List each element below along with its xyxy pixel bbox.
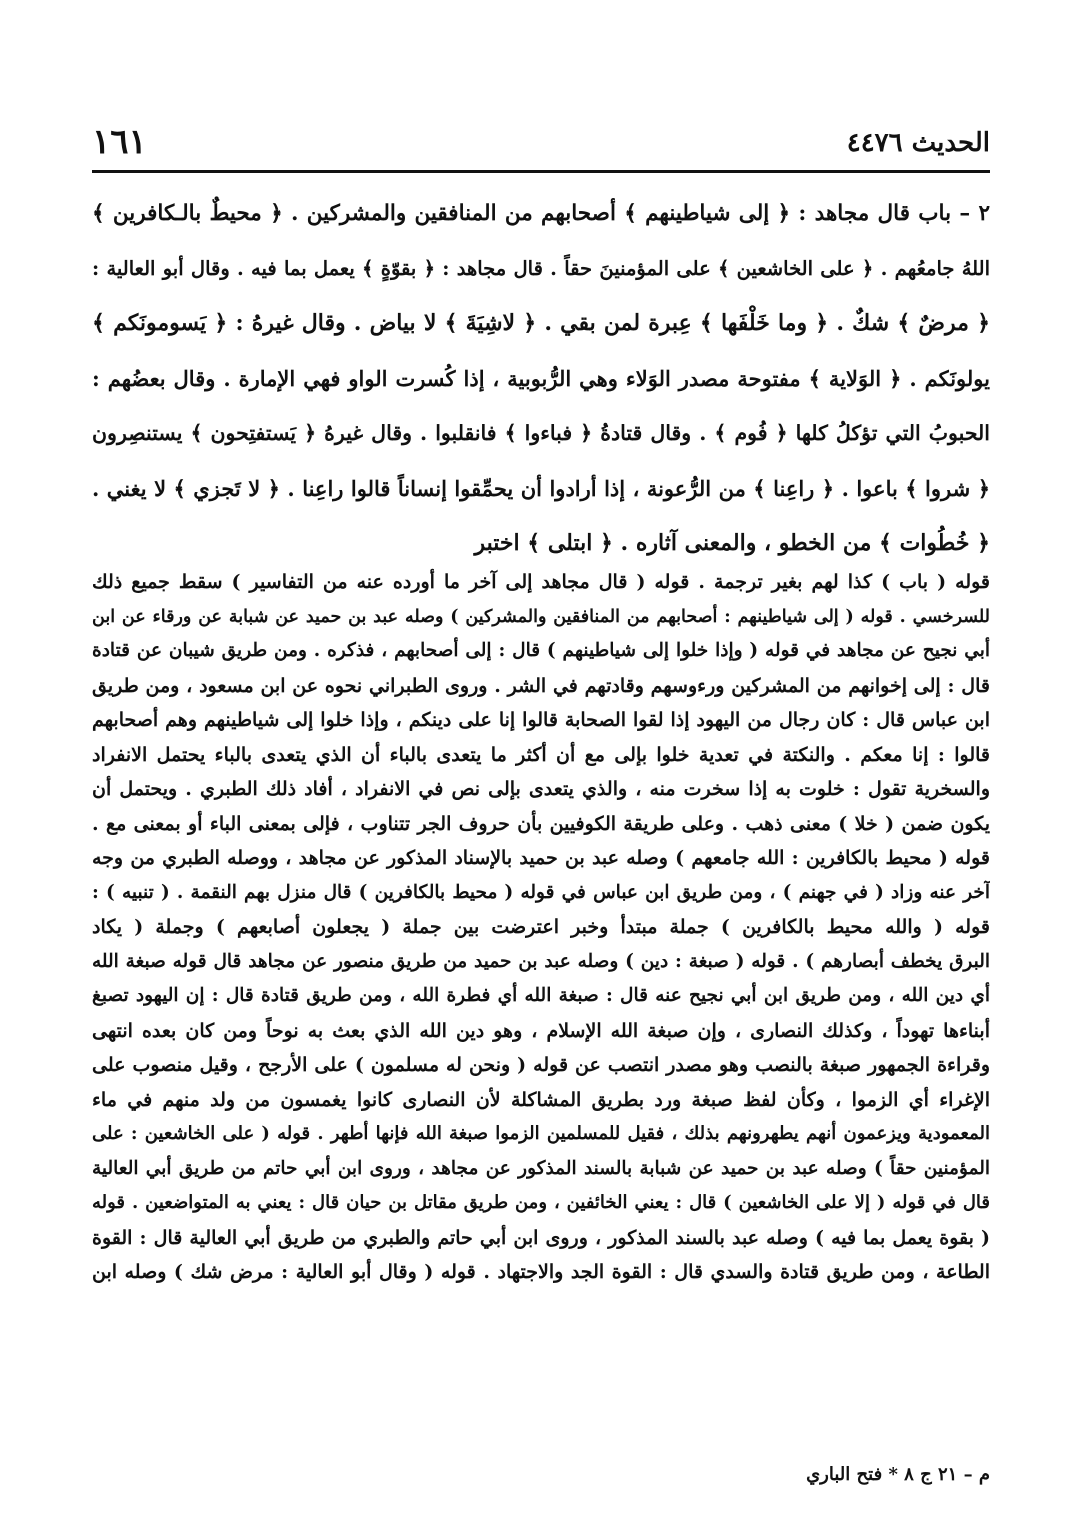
- sharh-line: قوله ( والله محيط بالكافرين ) جملة مبتدأ وخبر اعترضت بين جملة ( يجعلون أصابعهم ) وجملة ( يكاد: [92, 916, 990, 938]
- sharh-line: آخر عنه وزاد ( في جهنم ) ، ومن طريق ابن عباس في قوله ( محيط بالكافرين ) قال منزل بهم النقمة . ( تنبيه ) :: [92, 881, 990, 903]
- matn-line: ﴿ شروا ﴾ باعوا . ﴿ راعِنا ﴾ من الرُّعونة ، إذا أرادوا أن يحمِّقوا إنساناً قالوا راعِنا . ﴿ لا تَجزي ﴾ لا يغني .: [92, 476, 990, 501]
- printer-signature: م – ٢١ ج ٨ * فتح الباري: [806, 1464, 990, 1485]
- sharh-line: المعمودية ويزعمون أنهم يطهرونهم بذلك ، فقيل للمسلمين الزموا صبغة الله فإنها أطهر . قوله ( على الخاشعين : على: [92, 1123, 990, 1144]
- sharh-line: البرق يخطف أبصارهم ) . قوله ( صبغة : دين ) وصله عبد بن حميد من طريق منصور عن مجاهد قال قوله صبغة الله: [92, 950, 990, 972]
- running-head-hadith-number: الحديث ٤٤٧٦: [846, 128, 990, 158]
- sharh-line: ( بقوة يعمل بما فيه ) وصله عبد بالسند المذكور ، وروى ابن أبي حاتم والطبري من طريق أبي العالية قال : القوة: [92, 1226, 990, 1249]
- matn-line: الحبوبُ التي تؤكلُ كلها ﴿ فُوم ﴾ . وقال قتادةُ ﴿ فباءوا ﴾ فانقلبوا . وقال غيرهُ ﴿ يَستفتِحون ﴾ يستنصِرون: [92, 421, 990, 445]
- page-footer: [92, 1460, 990, 1500]
- sharh-line: قوله ( باب ) كذا لهم بغير ترجمة . قوله ( قال مجاهد إلى آخر ما أورده عنه من التفاسير ) سقط جميع ذلك: [92, 571, 990, 593]
- matn-section: [92, 186, 990, 571]
- matn-line: يولونَكم . ﴿ الوَلاية ﴾ مفتوحة مصدر الوَلاء وهي الرُّبوبية ، إذا كُسرت الواو فهي الإمارة . وقال بعضُهم :: [92, 366, 990, 391]
- sharh-line: يكون ضمن ( خلا ) معنى ذهب . وعلى طريقة الكوفيين بأن حروف الجر تتناوب ، فإلى بمعنى الباء أو بمعنى مع .: [92, 812, 990, 835]
- sharh-line: ابن عباس قال : كان رجال من اليهود إذا لقوا الصحابة قالوا إنا على دينكم ، وإذا خلوا إلى شياطينهم وهم أصحابهم: [92, 709, 990, 731]
- sharh-line: قال في قوله ( إلا على الخاشعين ) قال : يعني الخائفين ، ومن طريق مقاتل بن حيان قال : يعني به المتواضعين . قوله: [92, 1192, 990, 1213]
- matn-line: ﴿ خُطُوات ﴾ من الخطو ، والمعنى آثاره . ﴿ ابتلى ﴾ اختبر: [474, 530, 990, 556]
- sharh-line: للسرخسي . قوله ( إلى شياطينهم : أصحابهم من المنافقين والمشركين ) وصله عبد بن حميد عن شبابة عن ورقاء عن ابن: [92, 606, 990, 627]
- sharh-line: الطاعة ، ومن طريق قتادة والسدي قال : القوة الجد والاجتهاد . قوله ( وقال أبو العالية : مرض شك ) وصله ابن: [92, 1261, 990, 1283]
- matn-line: ﴿ مرضٌ ﴾ شكٌ . ﴿ وما خَلْفَها ﴾ عِبرة لمن بقي . ﴿ لاشِيَةَ ﴾ لا بياض . وقال غيرهُ : ﴿ يَسومونَكم ﴾: [92, 310, 990, 336]
- matn-line: اللهُ جامعُهم . ﴿ على الخاشعين ﴾ على المؤمنينَ حقاً . قال مجاهد : ﴿ بقوّةٍ ﴾ يعمل بما فيه . وقال أبو العالية :: [92, 257, 990, 280]
- sharh-line: المؤمنين حقاً ) وصله عبد بن حميد عن شبابة بالسند المذكور عن مجاهد ، وروى ابن أبي حاتم من طريق أبي العالية: [92, 1157, 990, 1179]
- matn-line: ٢ – باب قال مجاهد : ﴿ إلى شياطينهم ﴾ أصحابهم من المنافقين والمشركين . ﴿ محيطٌ بالـكافرين ﴾: [92, 201, 990, 226]
- sharh-line: قالوا : إنا معكم . والنكتة في تعدية خلوا بإلى مع أن أكثر ما يتعدى بالباء أن الذي يتعدى بالباء يحتمل الانفراد: [92, 743, 990, 766]
- sharh-line: أي دين الله ، ومن طريق ابن أبي نجيح عنه قال : صبغة الله أي فطرة الله ، ومن طريق قتادة قال : إن اليهود تصبغ: [92, 985, 990, 1006]
- sharh-line: وقراءة الجمهور صبغة بالنصب وهو مصدر انتصب عن قوله ( ونحن له مسلمون ) على الأرجح ، وقيل منصوب على: [92, 1054, 990, 1076]
- page-number: ١٦١: [92, 122, 147, 162]
- sharh-line: أبي نجيح عن مجاهد في قوله ( وإذا خلوا إلى شياطينهم ) قال : إلى أصحابهم ، فذكره . ومن طريق شيبان عن قتادة: [92, 640, 990, 661]
- sharh-line: والسخرية تقول : خلوت به إذا سخرت منه ، والذي يتعدى بإلى نص في الانفراد ، أفاد ذلك الطبري . ويحتمل أن: [92, 778, 990, 800]
- sharh-line: الإغراء أي الزموا ، وكأن لفظ صبغة ورد بطريق المشاكلة لأن النصارى كانوا يغمسون من ولد منهم في ماء: [92, 1088, 990, 1111]
- sharh-line: قوله ( محيط بالكافرين : الله جامعهم ) وصله عبد بن حميد بالإسناد المذكور عن مجاهد ، ووصله الطبري من وجه: [92, 847, 990, 869]
- sharh-line: أبناءها تهوداً ، وكذلك النصارى ، وإن صبغة الله الإسلام ، وهو دين الله الذي بعث به نوحاً ومن كان بعده انتهى: [92, 1019, 990, 1042]
- sharh-section: [92, 565, 990, 1290]
- page-header: [92, 122, 990, 168]
- sharh-line: قال : إلى إخوانهم من المشركين ورءوسهم وقادتهم في الشر . وروى الطبراني نحوه عن ابن مسعود ، ومن طريق: [92, 674, 990, 697]
- header-rule: [92, 170, 990, 173]
